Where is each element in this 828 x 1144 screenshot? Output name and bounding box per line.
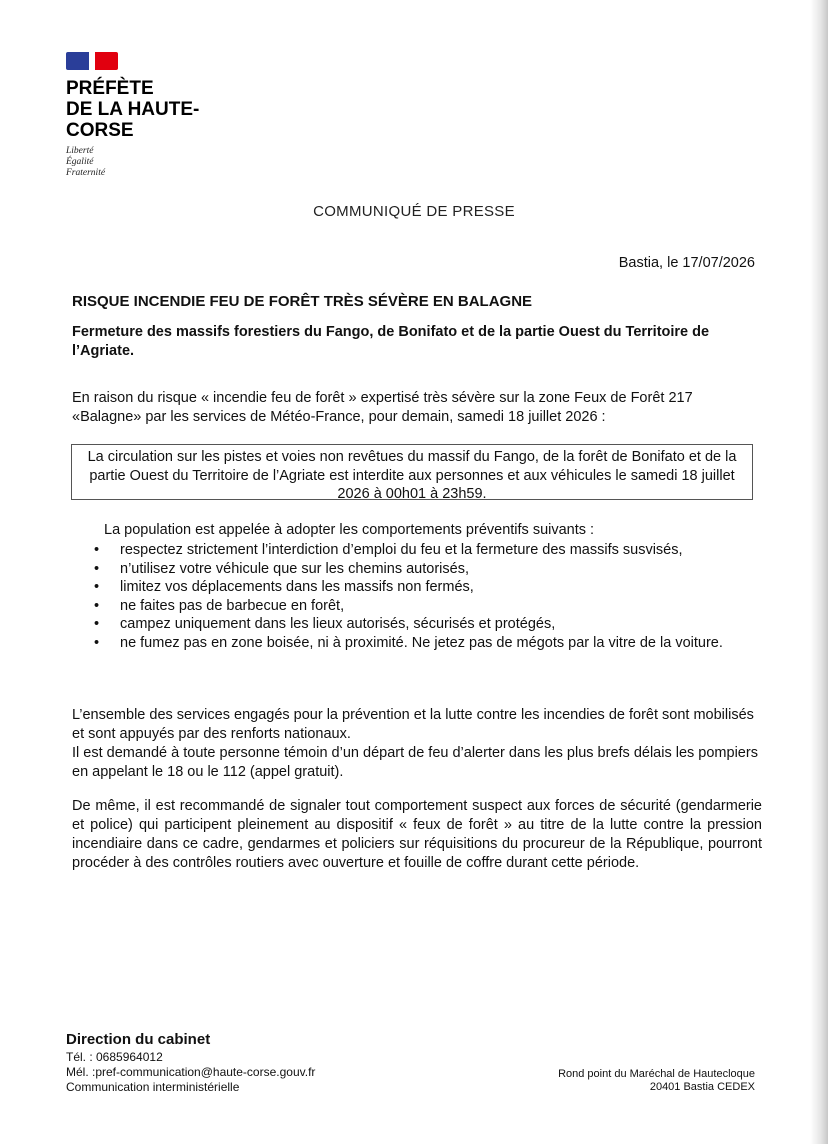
date-line: Bastia, le 17/07/2026 xyxy=(618,255,755,271)
list-item xyxy=(90,634,758,653)
republic-motto xyxy=(66,146,226,179)
list-item xyxy=(90,541,758,560)
bullet-icon: • xyxy=(94,560,100,577)
marianne-flag-icon xyxy=(66,52,118,70)
bullet-icon: • xyxy=(94,542,100,558)
bullet-icon: • xyxy=(94,579,100,595)
flag-blue-band xyxy=(66,52,89,70)
footer-phone: Tél. : 0685964012 xyxy=(66,1050,163,1064)
rule-text: n’utilisez votre véhicule que sur les chemins autorisés, xyxy=(120,560,469,577)
prefecture-title xyxy=(66,78,226,141)
address-line: 20401 Bastia CEDEX xyxy=(649,1081,755,1093)
prefecture-title-line: DE LA HAUTE- xyxy=(66,99,200,120)
rules-list xyxy=(90,541,758,652)
bullet-icon: • xyxy=(94,634,100,651)
document-type: COMMUNIQUÉ DE PRESSE xyxy=(313,203,515,220)
bullet-icon: • xyxy=(94,616,100,632)
list-item xyxy=(90,578,758,597)
prefecture-title-line: PRÉFÈTE xyxy=(66,78,154,99)
boxed-notice: La circulation sur les pistes et voies non revêtues du massif du Fango, de la forêt de Bonifato et de la partie Ouest du Territoire de l’Agriate est interdite aux personnes et aux véhicules le samedi 18 juillet 2026 à 00h01 à 23h59. xyxy=(71,444,753,500)
prefecture-title-line: CORSE xyxy=(66,120,134,141)
intro-paragraph: En raison du risque « incendie feu de forêt » expertisé très sévère sur la zone Feux de Forêt 217 «Balagne» par les services de Météo-France, pour demain, samedi 18 juillet 2026 : xyxy=(72,390,693,425)
list-item xyxy=(90,597,758,616)
services-block xyxy=(72,706,762,782)
population-intro: La population est appelée à adopter les comportements préventifs suivants : xyxy=(104,522,595,538)
page-edge-shadow xyxy=(810,0,828,1144)
prefecture-logo xyxy=(66,52,226,179)
address-line: Rond point du Maréchal de Hautecloque xyxy=(558,1068,755,1080)
rule-text: limitez vos déplacements dans les massifs non fermés, xyxy=(120,579,474,595)
motto-line: Liberté xyxy=(66,146,94,156)
services-paragraph: L’ensemble des services engagés pour la prévention et la lutte contre les incendies de forêt sont mobilisés et sont appuyés par des renforts nationaux. xyxy=(72,707,754,742)
rule-text: ne fumez pas en zone boisée, ni à proximité. Ne jetez pas de mégots par la vitre de la voiture. xyxy=(120,634,723,651)
alert-paragraph: Il est demandé à toute personne témoin d’un départ de feu d’alerter dans les plus brefs délais les pompiers en appelant le 18 ou le 112 (appel gratuit). xyxy=(72,745,758,780)
flag-red-band xyxy=(95,52,118,70)
footer-address xyxy=(558,1068,755,1094)
headline: RISQUE INCENDIE FEU DE FORÊT TRÈS SÉVÈRE EN BALAGNE xyxy=(72,293,533,310)
footer-email: Mél. :pref-communication@haute-corse.gouv.fr xyxy=(66,1065,316,1079)
list-item xyxy=(90,615,758,634)
rule-text: respectez strictement l’interdiction d’emploi du feu et la fermeture des massifs susvisés, xyxy=(120,542,683,558)
signal-paragraph: De même, il est recommandé de signaler tout comportement suspect aux forces de sécurité (gendarmerie et police) qui participent pleinement au dispositif « feux de forêt » au titre de la lutte contre la pression incendiaire dans ce cadre, gendarmes et policiers sur réquisitions du procureur de la République, pourront procéder à des contrôles routiers avec ouverture et fouille de coffre durant cette période. xyxy=(72,798,762,871)
rule-text: campez uniquement dans les lieux autorisés, sécurisés et protégés, xyxy=(120,616,556,632)
motto-line: Fraternité xyxy=(66,168,106,178)
list-item xyxy=(90,560,758,579)
footer-service: Communication interministérielle xyxy=(66,1080,240,1094)
motto-line: Égalité xyxy=(66,157,94,167)
footer-department: Direction du cabinet xyxy=(66,1031,211,1048)
rule-text: ne faites pas de barbecue en forêt, xyxy=(120,597,345,614)
bullet-icon: • xyxy=(94,597,100,614)
subheadline: Fermeture des massifs forestiers du Fango, de Bonifato et de la partie Ouest du Territoire de l’Agriate. xyxy=(72,324,710,359)
footer-contact xyxy=(66,1030,315,1095)
